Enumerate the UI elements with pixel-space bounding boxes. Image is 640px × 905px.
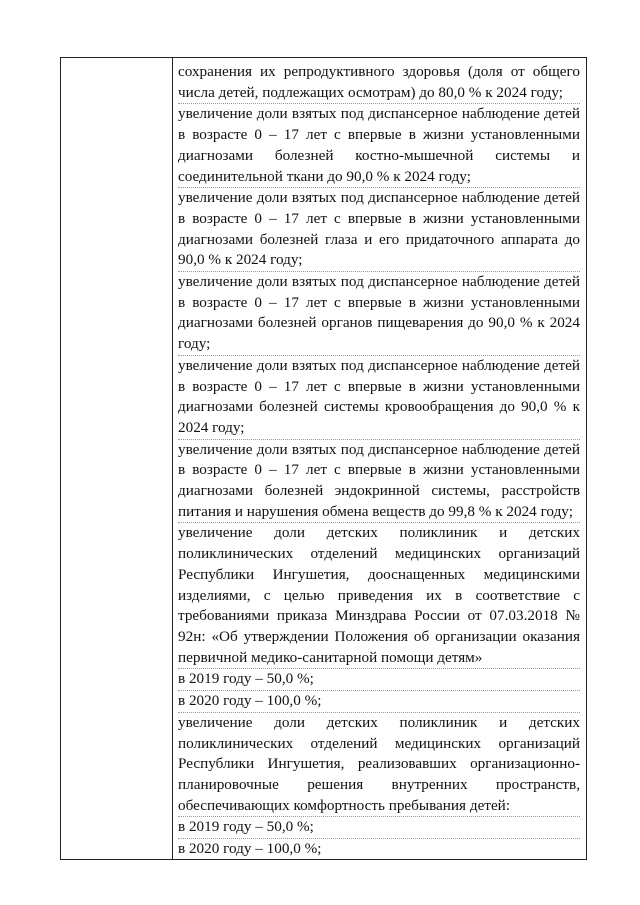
paragraph: увеличение доли взятых под диспансерное наблюдение детей в возрасте 0 – 17 лет с впервые в жизни установленными диагнозами болезней эндокринной системы, расстройств питания и нарушения обмена веществ до 99,8 % к 2024 году; xyxy=(178,439,580,523)
paragraph: в 2020 году – 100,0 %; xyxy=(178,838,580,860)
paragraph: в 2019 году – 50,0 %; xyxy=(178,816,580,838)
paragraph: увеличение доли детских поликлиник и детских поликлинических отделений медицинских организаций Республики Ингушетия, дооснащенных медицинскими изделиями, с целью приведения их в соответствие с требованиями приказа Минздрава России от 07.03.2018 № 92н: «Об утверждении Положения об организации оказания первичной медико-санитарной помощи детям» xyxy=(178,522,580,668)
paragraph: увеличение доли взятых под диспансерное наблюдение детей в возрасте 0 – 17 лет с впервые в жизни установленными диагнозами болезней костно-мышечной системы и соединительной ткани до 90,0 % к 2024 году; xyxy=(178,103,580,187)
column-divider xyxy=(172,57,173,860)
paragraph: в 2019 году – 50,0 %; xyxy=(178,668,580,690)
paragraph: в 2020 году – 100,0 %; xyxy=(178,690,580,712)
paragraph: увеличение доли взятых под диспансерное наблюдение детей в возрасте 0 – 17 лет с впервые в жизни установленными диагнозами болезней органов пищеварения до 90,0 % к 2024 году; xyxy=(178,271,580,355)
paragraph: увеличение доли детских поликлиник и детских поликлинических отделений медицинских организаций Республики Ингушетия, реализовавших организационно-планировочные решения внутренних пространств, обеспечивающих комфортность пребывания детей: xyxy=(178,712,580,817)
paragraph: сохранения их репродуктивного здоровья (доля от общего числа детей, подлежащих осмотрам) до 80,0 % к 2024 году; xyxy=(178,63,580,101)
text-cell xyxy=(178,62,580,860)
paragraph: увеличение доли взятых под диспансерное наблюдение детей в возрасте 0 – 17 лет с впервые в жизни установленными диагнозами болезней глаза и его придаточного аппарата до 90,0 % к 2024 году; xyxy=(178,187,580,271)
paragraph: увеличение доли взятых под диспансерное наблюдение детей в возрасте 0 – 17 лет с впервые в жизни установленными диагнозами болезней системы кровообращения до 90,0 % к 2024 году; xyxy=(178,355,580,439)
